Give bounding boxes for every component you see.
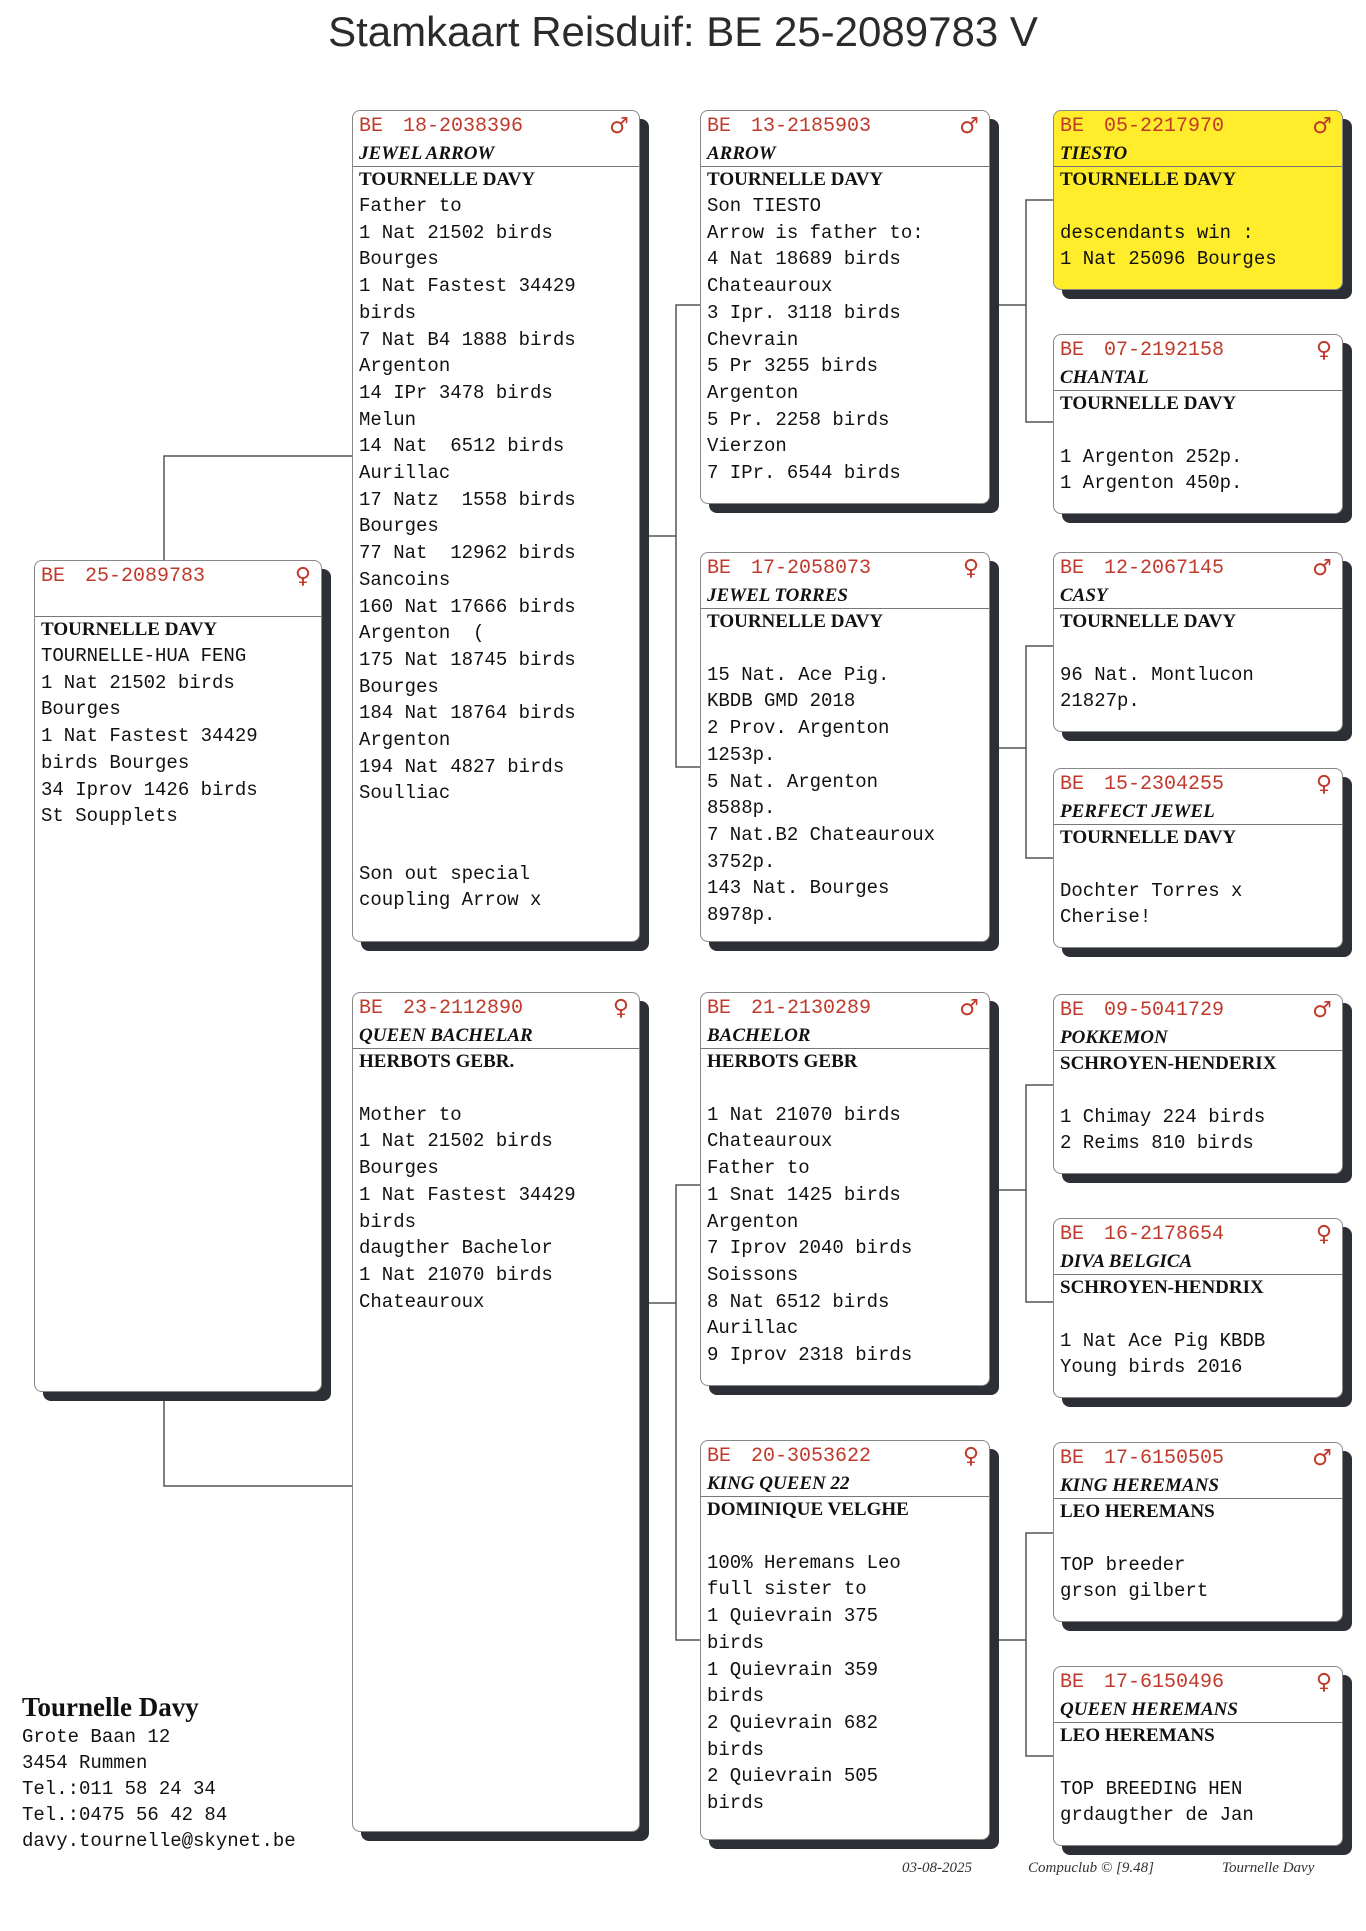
pedigree-card-paternal-grandfather[interactable]	[700, 110, 990, 504]
country-code: BE	[359, 997, 384, 1020]
country-code: BE	[41, 565, 66, 588]
achievement-line: Argenton	[707, 381, 799, 404]
achievement-line: TOP breeder	[1060, 1553, 1186, 1576]
achievement-line	[1054, 417, 1342, 444]
card-header	[1054, 995, 1342, 1026]
achievement-line: Bourges	[359, 1157, 439, 1180]
footer-software: Compuclub © [9.48]	[1028, 1860, 1154, 1876]
breeder-name: TOURNELLE DAVY	[1060, 169, 1237, 190]
card-header	[701, 1441, 989, 1472]
achievement-line: Bourges	[41, 698, 121, 721]
breeder-name: LEO HEREMANS	[1060, 1501, 1215, 1522]
country-code: BE	[1060, 115, 1085, 138]
achievement-line	[1054, 193, 1342, 220]
achievement-line: 14 Nat 6512 birds	[359, 435, 565, 458]
male-symbol-icon: ♂	[959, 114, 979, 139]
pigeon-name: JEWEL TORRES	[701, 584, 989, 609]
achievement-line	[353, 1075, 639, 1102]
achievement-line: 5 Nat. Argenton	[707, 770, 879, 793]
owner-email-link[interactable]: davy.tournelle@skynet.be	[22, 1830, 296, 1852]
pedigree-card-great-grandfather-mff[interactable]	[1053, 994, 1343, 1174]
country-code: BE	[1060, 999, 1085, 1022]
achievement-line: Argenton	[359, 729, 451, 752]
achievement-line: Arrow is father to:	[707, 221, 924, 244]
ring-number: 12-2067145	[1104, 557, 1225, 580]
card-header	[1054, 553, 1342, 584]
pigeon-name: JEWEL ARROW	[353, 142, 639, 167]
card-header	[1054, 1667, 1342, 1698]
achievement-line: 2 Quievrain 505	[707, 1765, 879, 1788]
pedigree-card-great-grandmother-fmm[interactable]	[1053, 768, 1343, 948]
ring-number: 13-2185903	[751, 115, 872, 138]
ring-number: 17-6150496	[1104, 1671, 1225, 1694]
achievement-line: Sancoins	[359, 568, 451, 591]
achievement-line: 96 Nat. Montlucon	[1060, 663, 1254, 686]
ring-number: 07-2192158	[1104, 339, 1225, 362]
ring-number: 17-6150505	[1104, 1447, 1225, 1470]
achievement-line: 175 Nat 18745 birds	[359, 648, 576, 671]
achievement-line: 7 Nat.B2 Chateauroux	[707, 823, 936, 846]
achievement-line: TOP BREEDING HEN	[1060, 1777, 1243, 1800]
achievement-line: 2 Reims 810 birds	[1060, 1132, 1254, 1155]
achievement-line: 1 Quievrain 359	[707, 1658, 879, 1681]
achievement-line: Soissons	[707, 1263, 799, 1286]
achievement-line: 1 Quievrain 375	[707, 1605, 879, 1628]
owner-address-city: 3454 Rummen	[22, 1752, 148, 1774]
achievement-line: 17 Natz 1558 birds	[359, 488, 576, 511]
achievement-line: 1 Nat Ace Pig KBDB	[1060, 1329, 1266, 1352]
female-symbol-icon: ♀	[1315, 1670, 1332, 1695]
achievement-line: Son TIESTO	[707, 195, 822, 217]
pigeon-name: QUEEN BACHELAR	[353, 1024, 639, 1049]
achievement-line: Son out special	[359, 862, 531, 885]
female-symbol-icon: ♀	[1315, 1222, 1332, 1247]
achievement-line: 1 Nat Fastest 34429	[359, 1183, 576, 1206]
achievement-line: descendants win :	[1060, 221, 1254, 244]
country-code: BE	[1060, 1223, 1085, 1246]
owner-address-street: Grote Baan 12	[22, 1726, 171, 1748]
pedigree-card-paternal-grandmother[interactable]	[700, 552, 990, 942]
ring-number: 25-2089783	[85, 565, 206, 588]
achievement-line: Chevrain	[707, 328, 799, 351]
achievement-line	[701, 635, 989, 662]
achievement-line: 5 Pr. 2258 birds	[707, 408, 890, 431]
country-code: BE	[707, 997, 732, 1020]
achievement-line: 7 Iprov 2040 birds	[707, 1237, 913, 1260]
pigeon-name: ARROW	[701, 142, 989, 167]
achievement-line: 5 Pr 3255 birds	[707, 355, 879, 378]
breeder-name: SCHROYEN-HENDERIX	[1060, 1053, 1277, 1074]
pedigree-card-great-grandmother-ffm[interactable]	[1053, 334, 1343, 514]
pedigree-card-mother[interactable]	[352, 992, 640, 1832]
ring-number: 16-2178654	[1104, 1223, 1225, 1246]
female-symbol-icon: ♀	[612, 996, 629, 1021]
ring-number: 17-2058073	[751, 557, 872, 580]
achievement-line: Cherise!	[1060, 906, 1152, 929]
breeder-name: HERBOTS GEBR.	[359, 1051, 515, 1072]
achievement-line: 2 Quievrain 682	[707, 1711, 879, 1734]
pedigree-card-great-grandmother-mmm[interactable]	[1053, 1666, 1343, 1846]
achievement-line	[353, 807, 639, 834]
pedigree-card-great-grandfather-fff[interactable]	[1053, 110, 1343, 290]
pigeon-name: KING HEREMANS	[1054, 1474, 1342, 1499]
pedigree-card-maternal-grandfather[interactable]	[700, 992, 990, 1386]
achievement-line: 160 Nat 17666 birds	[359, 595, 576, 618]
country-code: BE	[1060, 773, 1085, 796]
pedigree-card-great-grandfather-fmf[interactable]	[1053, 552, 1343, 732]
achievement-line: KBDB GMD 2018	[707, 690, 856, 713]
achievement-line: Aurillac	[707, 1317, 799, 1340]
achievement-line	[1054, 1749, 1342, 1776]
achievement-line: 2 Prov. Argenton	[707, 717, 890, 740]
female-symbol-icon: ♀	[1315, 338, 1332, 363]
pedigree-card-subject[interactable]	[34, 560, 322, 1392]
footer-author: Tournelle Davy	[1222, 1860, 1315, 1876]
country-code: BE	[1060, 339, 1085, 362]
achievement-line: 3752p.	[707, 850, 776, 873]
pigeon-name	[35, 592, 321, 617]
achievement-line: birds	[707, 1631, 765, 1654]
achievement-line: Argenton	[359, 355, 451, 378]
ring-number: 15-2304255	[1104, 773, 1225, 796]
female-symbol-icon: ♀	[962, 556, 979, 581]
achievement-line	[701, 1075, 989, 1102]
achievement-line: 8588p.	[707, 797, 776, 820]
achievement-line: Young birds 2016	[1060, 1356, 1243, 1379]
ring-number: 18-2038396	[403, 115, 524, 138]
card-header	[701, 111, 989, 142]
achievement-line: 1 Argenton 450p.	[1060, 472, 1243, 495]
breeder-name: TOURNELLE DAVY	[707, 611, 884, 632]
achievement-line: 100% Heremans Leo	[707, 1551, 901, 1574]
achievement-line: 7 Nat B4 1888 birds	[359, 328, 576, 351]
breeder-name: TOURNELLE DAVY	[707, 169, 884, 190]
achievement-line: 194 Nat 4827 birds	[359, 755, 565, 778]
achievement-line: 184 Nat 18764 birds	[359, 702, 576, 725]
achievement-line: 8 Nat 6512 birds	[707, 1290, 890, 1313]
achievement-line: 1 Nat Fastest 34429	[41, 725, 258, 748]
pigeon-name: POKKEMON	[1054, 1026, 1342, 1051]
achievement-line: 1253p.	[707, 743, 776, 766]
achievement-line	[1054, 635, 1342, 662]
pigeon-name: CHANTAL	[1054, 366, 1342, 391]
card-header	[1054, 769, 1342, 800]
achievement-line: birds	[359, 301, 417, 324]
owner-contact-block	[22, 1690, 296, 1854]
achievement-line: Chateauroux	[359, 1290, 485, 1313]
achievement-line: St Soupplets	[41, 805, 178, 828]
achievement-line: 1 Nat 25096 Bourges	[1060, 248, 1277, 271]
achievement-line: 1 Nat 21070 birds	[707, 1103, 901, 1126]
breeder-name: LEO HEREMANS	[1060, 1725, 1215, 1746]
achievement-line: 1 Chimay 224 birds	[1060, 1105, 1266, 1128]
pedigree-card-great-grandmother-mfm[interactable]	[1053, 1218, 1343, 1398]
country-code: BE	[707, 557, 732, 580]
achievement-line: Melun	[359, 408, 417, 431]
achievement-line: 3 Ipr. 3118 birds	[707, 301, 901, 324]
owner-phone: Tel.:011 58 24 34	[22, 1778, 216, 1800]
pigeon-name: KING QUEEN 22	[701, 1472, 989, 1497]
achievement-line: 77 Nat 12962 birds	[359, 542, 576, 565]
achievement-line: 1 Snat 1425 birds	[707, 1183, 901, 1206]
card-header	[35, 561, 321, 592]
card-header	[1054, 335, 1342, 366]
breeder-name: TOURNELLE DAVY	[41, 619, 218, 640]
male-symbol-icon: ♂	[1312, 114, 1332, 139]
card-header	[701, 993, 989, 1024]
pigeon-name: PERFECT JEWEL	[1054, 800, 1342, 825]
pigeon-name: TIESTO	[1054, 142, 1342, 167]
ring-number: 09-5041729	[1104, 999, 1225, 1022]
achievement-line: 8978p.	[707, 904, 776, 927]
pigeon-name: QUEEN HEREMANS	[1054, 1698, 1342, 1723]
achievement-line: birds Bourges	[41, 751, 190, 774]
achievement-line	[1054, 1077, 1342, 1104]
pedigree-card-father[interactable]	[352, 110, 640, 942]
achievement-line: grdaugther de Jan	[1060, 1804, 1254, 1827]
female-symbol-icon: ♀	[294, 564, 311, 589]
page-title: Stamkaart Reisduif: BE 25-2089783 V	[328, 8, 1038, 55]
achievement-line: 9 Iprov 2318 birds	[707, 1344, 913, 1367]
card-header	[701, 553, 989, 584]
achievement-line: 1 Argenton 252p.	[1060, 445, 1243, 468]
achievement-line: 15 Nat. Ace Pig.	[707, 663, 890, 686]
pigeon-name: BACHELOR	[701, 1024, 989, 1049]
achievement-line: 1 Nat 21070 birds	[359, 1263, 553, 1286]
ring-number: 21-2130289	[751, 997, 872, 1020]
breeder-name: HERBOTS GEBR	[707, 1051, 858, 1072]
pigeon-name: CASY	[1054, 584, 1342, 609]
pigeon-name: DIVA BELGICA	[1054, 1250, 1342, 1275]
achievement-line: full sister to	[707, 1578, 867, 1601]
achievement-line: birds	[707, 1685, 765, 1708]
achievement-line: 34 Iprov 1426 birds	[41, 778, 258, 801]
achievement-line	[1054, 1525, 1342, 1552]
footer-date: 03-08-2025	[902, 1860, 972, 1876]
country-code: BE	[1060, 557, 1085, 580]
country-code: BE	[707, 1445, 732, 1468]
achievement-line: 143 Nat. Bourges	[707, 877, 890, 900]
achievement-line: Father to	[707, 1157, 810, 1180]
achievement-line: Bourges	[359, 248, 439, 271]
pedigree-card-maternal-grandmother[interactable]	[700, 1440, 990, 1840]
achievement-line: Argenton	[707, 1210, 799, 1233]
owner-mobile: Tel.:0475 56 42 84	[22, 1804, 228, 1826]
owner-name: Tournelle Davy	[22, 1692, 199, 1722]
country-code: BE	[1060, 1447, 1085, 1470]
achievement-line: 14 IPr 3478 birds	[359, 381, 553, 404]
achievement-line: grson gilbert	[1060, 1580, 1209, 1603]
achievement-line: Argenton (	[359, 622, 485, 645]
achievement-line: coupling Arrow x	[359, 889, 542, 912]
male-symbol-icon: ♂	[1312, 1446, 1332, 1471]
male-symbol-icon: ♂	[959, 996, 979, 1021]
male-symbol-icon: ♂	[1312, 556, 1332, 581]
achievement-line: TOURNELLE-HUA FENG	[41, 645, 247, 667]
achievement-line	[701, 1523, 989, 1550]
achievement-line: 1 Nat 21502 birds	[41, 671, 235, 694]
achievement-line: 1 Nat 21502 birds	[359, 1130, 553, 1153]
achievement-line: Vierzon	[707, 435, 787, 458]
ring-number: 05-2217970	[1104, 115, 1225, 138]
ring-number: 23-2112890	[403, 997, 524, 1020]
country-code: BE	[707, 115, 732, 138]
achievement-line: Chateauroux	[707, 275, 833, 298]
achievement-line: Mother to	[359, 1103, 462, 1126]
achievement-line	[353, 834, 639, 861]
achievement-line: Father to	[359, 195, 462, 217]
female-symbol-icon: ♀	[962, 1444, 979, 1469]
country-code: BE	[359, 115, 384, 138]
achievement-line: 1 Nat 21502 birds	[359, 221, 553, 244]
card-header	[1054, 1219, 1342, 1250]
breeder-name: TOURNELLE DAVY	[1060, 827, 1237, 848]
achievement-line: daugther Bachelor	[359, 1237, 553, 1260]
card-header	[353, 111, 639, 142]
card-header	[353, 993, 639, 1024]
card-header	[1054, 111, 1342, 142]
achievement-line: 1 Nat Fastest 34429	[359, 275, 576, 298]
achievement-line: birds	[707, 1738, 765, 1761]
achievement-line: 7 IPr. 6544 birds	[707, 462, 901, 485]
achievement-line: birds	[707, 1792, 765, 1815]
female-symbol-icon: ♀	[1315, 772, 1332, 797]
achievement-line	[1054, 1301, 1342, 1328]
achievement-line: Dochter Torres x	[1060, 879, 1243, 902]
achievement-line: Chateauroux	[707, 1130, 833, 1153]
pedigree-card-great-grandfather-mmf[interactable]	[1053, 1442, 1343, 1622]
card-header	[1054, 1443, 1342, 1474]
breeder-name: TOURNELLE DAVY	[1060, 393, 1237, 414]
achievement-line: 4 Nat 18689 birds	[707, 248, 901, 271]
achievement-line: Bourges	[359, 515, 439, 538]
achievement-line	[1054, 851, 1342, 878]
achievement-line: Soulliac	[359, 782, 451, 805]
male-symbol-icon: ♂	[609, 114, 629, 139]
breeder-name: TOURNELLE DAVY	[359, 169, 536, 190]
male-symbol-icon: ♂	[1312, 998, 1332, 1023]
achievement-line: birds	[359, 1210, 417, 1233]
breeder-name: SCHROYEN-HENDRIX	[1060, 1277, 1264, 1298]
country-code: BE	[1060, 1671, 1085, 1694]
achievement-line: Bourges	[359, 675, 439, 698]
ring-number: 20-3053622	[751, 1445, 872, 1468]
breeder-name: DOMINIQUE VELGHE	[707, 1499, 909, 1520]
achievement-line: Aurillac	[359, 462, 451, 485]
breeder-name: TOURNELLE DAVY	[1060, 611, 1237, 632]
achievement-line: 21827p.	[1060, 690, 1140, 713]
